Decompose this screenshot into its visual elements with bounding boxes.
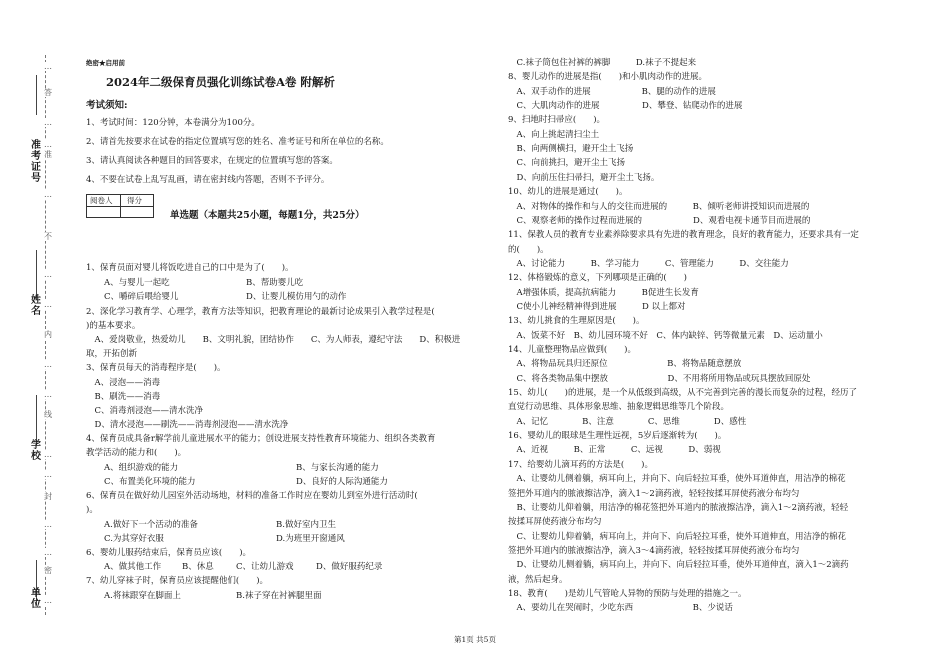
seal-line-char: …	[44, 596, 52, 605]
seal-line-char: 准	[44, 150, 52, 159]
question-line: C、观察老师的操作过程而进展的 D、观看电视卡通节目而进展的	[508, 215, 811, 226]
seal-line-char: …	[44, 470, 52, 479]
question-line: A、爱岗敬业，热爱幼儿 B、文明礼貌，团结协作 C、为人师表，遵纪守法 D、积极进	[86, 335, 461, 345]
seal-line-char: …	[44, 190, 52, 199]
question-line: 4、保育员成具备r解学前儿童进展水平的能力；创设进展支持性教育环境能力、组织各类教育	[86, 434, 436, 444]
instruction-item: 3、请认真阅读各种题目的回答要求，在规定的位置填写您的答案。	[86, 156, 338, 166]
question-line: A、让婴幼儿侧着躺，病耳向上，并向下、向后轻拉耳垂，使外耳道伸直，用洁净的棉花	[508, 474, 846, 485]
exam-title: 2024年二级保育员强化训练试卷A卷 附解析	[106, 75, 335, 89]
question-line: 的( )。	[508, 244, 549, 255]
question-line: D、让婴幼儿侧着躺，病耳向上，并向下、向后轻拉耳垂，使外耳道伸直，滴入1～2滴药	[508, 560, 849, 571]
question-line: A、将物品玩具归还原位 B、将物品随意摆放	[508, 359, 742, 370]
question-line: A、对物体的操作和与人的交往而进展的 B、倾听老师讲授知识而进展的	[508, 201, 810, 212]
seal-line-char: 答	[44, 88, 52, 97]
question-line: C、将各类物品集中摆放 D、不用将所用物品或玩具摆放回原处	[508, 373, 811, 384]
question-line: )。	[86, 505, 98, 515]
answer-option: C、布置美化环境的能力	[104, 477, 196, 487]
question-line: 15、幼儿( )的进展，是一个从低级到高级，从不完善到完善的漫长而复杂的过程，经历了	[508, 388, 857, 399]
answer-option: C、让幼儿游戏	[236, 562, 294, 572]
seal-line-char: …	[44, 548, 52, 557]
question-line: 1、保育员面对婴儿将饭吃进自己的口中是为了( )。	[86, 263, 294, 273]
answer-option: A.将袜跟穿在脚面上	[104, 591, 181, 601]
reviewer-header: 阅卷人	[90, 196, 113, 205]
answer-option: A.做好下一个活动的准备	[104, 520, 198, 530]
question-line: 14、儿童整理物品应做到( )。	[508, 345, 636, 355]
question-line: C、向前挑扫，避开尘土飞扬	[508, 158, 626, 169]
seal-line-char: …	[44, 118, 52, 127]
question-line: A增强体质，提高抗病能力 B促进生长发育	[508, 287, 699, 298]
question-line: B、向两侧横扫，避开尘土飞扬	[508, 144, 634, 155]
question-line: 3、保育员每天的消毒程序是( )。	[86, 363, 226, 373]
question-line: 按揉耳屏使药液分布均匀	[508, 517, 602, 528]
question-line: A、记忆 B、注意 C、思维 D、感性	[508, 416, 747, 427]
question-line: C、大肌肉动作的进展 D、攀登、钻爬动作的进展	[508, 101, 743, 111]
question-line: 10、幼儿的进展是通过( )。	[508, 187, 628, 198]
answer-underline	[36, 250, 37, 300]
answer-option: B、与家长沟通的能力	[296, 463, 379, 473]
answer-option: B.做好室内卫生	[276, 520, 336, 530]
answer-option: B、休息	[182, 562, 214, 572]
question-line: A、向上挑起清扫尘土	[508, 129, 600, 140]
question-line: A、饭菜不好 B、幼儿园环境不好 C、体内缺锌、钙等微量元素 D、运动量小	[508, 330, 823, 341]
question-line: D、向前压住扫帚扫，避开尘土飞扬。	[508, 172, 660, 183]
school-label: 学 校	[31, 440, 41, 462]
answer-option: B、帮助婴儿吃	[246, 278, 304, 288]
question-line: 18、教育( )是幼儿气管呛人异物的预防与处理的措施之一。	[508, 588, 747, 599]
seal-line-char: …	[44, 300, 52, 309]
question-line: C.袜子筒包住衬裤的裤脚 D.袜子不提起来	[508, 58, 697, 68]
question-line: A、讨论能力 B、学习能力 C、管理能力 D、交往能力	[508, 258, 789, 269]
question-line: 16、婴幼儿的眼球是生理性远视，5岁后逐渐转为( )。	[508, 431, 727, 442]
answer-option: A、做其他工作	[104, 562, 162, 572]
question-line: 13、幼儿挑食的生理原因是( )。	[508, 316, 645, 327]
question-line: 6、保育员在做好幼儿园室外活动场地，材料的准备工作时应在婴幼儿到室外进行活动时(	[86, 491, 418, 501]
answer-option: D、让婴儿模仿用勺的动作	[246, 292, 347, 302]
answer-option: A、与婴儿一起吃	[104, 278, 170, 288]
question-line: 2、深化学习教育学、心理学，教育方法等知识，把教育理论的最新讨论成果引入教学过程是(	[86, 307, 435, 317]
unit-label: 单 位	[31, 588, 41, 610]
question-line: 17、给婴幼儿滴耳药的方法是( )。	[508, 459, 653, 470]
seal-line-char: 线	[44, 410, 52, 419]
answer-underline	[36, 75, 37, 115]
seal-line-char: …	[44, 270, 52, 279]
question-line: C、消毒剂浸泡——清水洗净	[86, 406, 204, 416]
seal-line-char: …	[44, 390, 52, 399]
answer-option: D.为班里开窗通风	[276, 534, 345, 544]
answer-underline	[36, 395, 37, 445]
score-header: 得分	[127, 196, 142, 205]
question-line: 液，然后起身。	[508, 574, 568, 585]
question-line: 6、婴幼儿服药结束后，保育员应该( )。	[86, 548, 252, 558]
answer-option: C.为其穿好衣服	[104, 534, 164, 544]
instruction-item: 4、不要在试卷上乱写乱画，请在密封线内答题，否则不予评分。	[86, 175, 330, 185]
seal-line-char: …	[44, 520, 52, 529]
answer-option: D、做好服药纪录	[316, 562, 383, 572]
secret-mark: 绝密★启用前	[86, 59, 125, 67]
question-line: 取，开拓创新	[86, 349, 138, 359]
question-line: C、让婴幼儿仰着躺，病耳向上，并向下、向后轻拉耳垂，使外耳道伸直，用洁净的棉花	[508, 531, 847, 542]
question-line: 签把外耳道内的脓液擦洁净，滴入3～4滴药液，轻轻按揉耳屏使药液分布均匀	[508, 545, 800, 556]
question-line: D、清水浸泡——刷洗——消毒剂浸泡——清水洗净	[86, 420, 289, 430]
instruction-item: 2、请首先按要求在试卷的指定位置填写您的姓名、准考证号和所在单位的名称。	[86, 137, 389, 147]
question-line: A、浸泡——消毒	[86, 378, 161, 388]
seal-line-char: 密	[44, 566, 52, 575]
name-label: 姓 名	[31, 295, 41, 317]
question-line: 直觉行动思维、具体形象思维、抽象逻辑思维等几个阶段。	[508, 402, 730, 413]
question-line: A、要幼儿在哭闹时，少吃东西 B、少说话	[508, 603, 733, 614]
answer-option: C、嚼碎后喂给婴儿	[104, 292, 179, 302]
instruction-item: 1、考试时间：120分钟，本卷满分为100分。	[86, 118, 260, 128]
seal-line-char: 不	[44, 232, 52, 241]
question-line: B、让婴幼儿仰着躺，用洁净的棉花签把外耳道内的脓液擦洁净，滴入1～2滴药液，轻轻	[508, 502, 849, 513]
question-line: 12、体格锻炼的意义，下列哪项是正确的( )	[508, 273, 687, 284]
question-line: )的基本要求。	[86, 321, 141, 331]
seal-line-char: 内	[44, 330, 52, 339]
answer-option: B.袜子穿在衬裤腿里面	[236, 591, 322, 601]
question-line: 教学活动的能力和( )。	[86, 448, 187, 458]
answer-option: A、组织游戏的能力	[104, 463, 179, 473]
seal-line-char: …	[44, 62, 52, 71]
section-title: 单选题（本题共25小题，每题1分，共25分）	[170, 210, 365, 221]
question-line: 8、婴儿动作的进展是指( )和小肌肉动作的进展。	[508, 72, 708, 83]
instructions-heading: 考试须知:	[86, 100, 128, 111]
question-line: 11、保教人员的教育专业素养除要求具有先进的教育理念，良好的教育能力，还要求具有一定	[508, 230, 859, 241]
question-line: A、双手动作的进展 B、腿的动作的进展	[508, 86, 716, 97]
question-line: 7、幼儿穿袜子时，保育员应该提醒他们( )。	[86, 576, 269, 586]
score-table	[86, 194, 154, 218]
question-line: A、近视 B、正常 C、远视 D、弱视	[508, 445, 721, 456]
question-line: C使小儿神经精神得到进展 D 以上都对	[508, 301, 686, 312]
seal-line-char: …	[44, 450, 52, 459]
question-line: B、刷洗——消毒	[86, 392, 161, 402]
seal-line-char: …	[44, 140, 52, 149]
page-footer: 第1页 共5页	[454, 635, 496, 644]
seal-line-char: …	[44, 360, 52, 369]
question-line: 9、扫地时扫帚应( )。	[508, 115, 606, 126]
seal-line-char: 封	[44, 492, 52, 501]
answer-option: D、良好的人际沟通能力	[296, 477, 388, 487]
question-line: 签把外耳道内的脓液擦洁净，滴入1～2滴药液，轻轻按揉耳屏使药液分布均匀	[508, 488, 800, 499]
exam-number-label: 准 考 证 号	[31, 140, 41, 184]
